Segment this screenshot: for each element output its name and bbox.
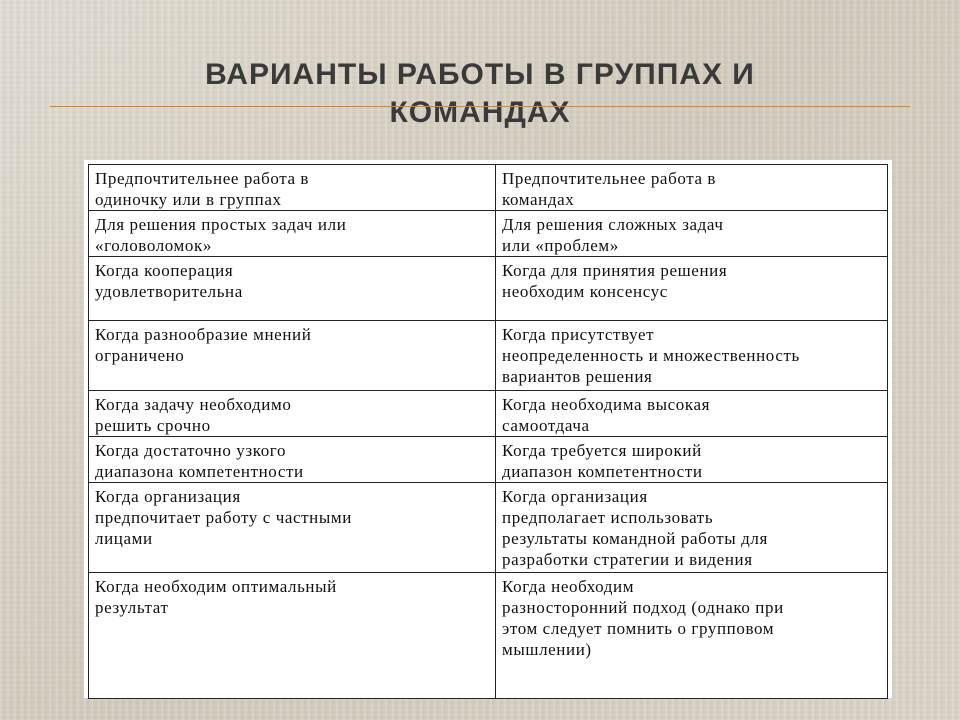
comparison-table xyxy=(88,164,888,699)
table-row xyxy=(89,483,888,573)
comparison-table-panel xyxy=(84,160,892,698)
table-cell-teams: Когда присутствует неопределенность и множественность вариантов решения xyxy=(496,321,888,391)
table-cell-groups: Когда задачу необходимо решить срочно xyxy=(89,391,496,437)
table-cell-groups: Когда кооперация удовлетворительна xyxy=(89,257,496,321)
table-cell-groups: Для решения простых задач или «головоломок» xyxy=(89,211,496,257)
table-cell-groups: Когда необходим оптимальный результат xyxy=(89,573,496,699)
table-cell-teams: Предпочтительнее работа в командах xyxy=(496,165,888,211)
table-row xyxy=(89,437,888,483)
table-cell-groups: Когда разнообразие мнений ограничено xyxy=(89,321,496,391)
table-cell-teams: Для решения сложных задач или «проблем» xyxy=(496,211,888,257)
table-row xyxy=(89,257,888,321)
table-cell-teams: Когда необходим разносторонний подход (однако при этом следует помнить о групповом мышлении) xyxy=(496,573,888,699)
table-cell-teams: Когда требуется широкий диапазон компетентности xyxy=(496,437,888,483)
table-row xyxy=(89,165,888,211)
table-cell-teams: Когда необходима высокая самоотдача xyxy=(496,391,888,437)
table-cell-teams: Когда для принятия решения необходим консенсус xyxy=(496,257,888,321)
slide-title-line-1: ВАРИАНТЫ РАБОТЫ В ГРУППАХ И xyxy=(205,58,755,91)
table-cell-groups: Предпочтительнее работа в одиночку или в группах xyxy=(89,165,496,211)
table-cell-teams: Когда организация предполагает использовать результаты командной работы для разработки стратегии и видения xyxy=(496,483,888,573)
table-row xyxy=(89,391,888,437)
table-cell-groups: Когда достаточно узкого диапазона компетентности xyxy=(89,437,496,483)
slide-title-line-2: КОМАНДАХ xyxy=(389,96,571,129)
title-divider xyxy=(50,106,910,107)
table-cell-groups: Когда организация предпочитает работу с частными лицами xyxy=(89,483,496,573)
table-row xyxy=(89,573,888,699)
table-row xyxy=(89,321,888,391)
table-row xyxy=(89,211,888,257)
slide-title xyxy=(90,56,870,132)
